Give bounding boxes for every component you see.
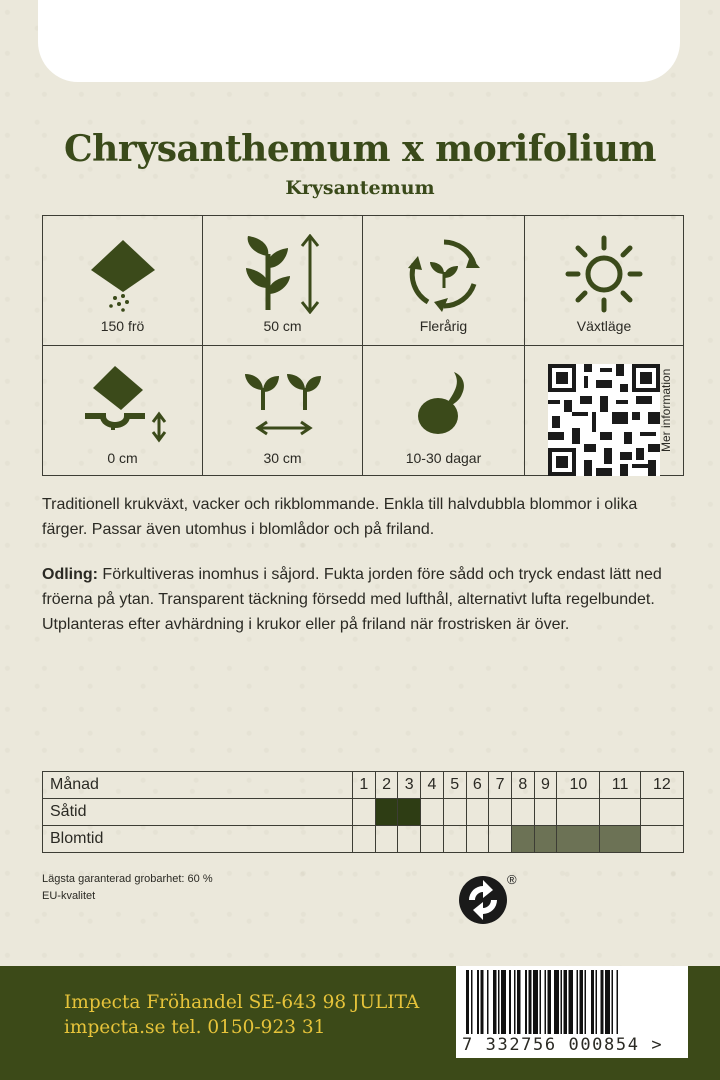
barcode-bar <box>466 970 469 1034</box>
month-cell <box>557 799 600 826</box>
plant-spacing-icon <box>233 364 333 444</box>
green-dot-icon <box>457 870 521 926</box>
location-label: Växtläge <box>576 318 632 334</box>
barcode-bars <box>466 970 678 1034</box>
height-cell <box>203 216 363 346</box>
month-cell <box>466 826 489 853</box>
barcode-bar <box>554 970 559 1034</box>
month-header: 10 <box>557 772 600 799</box>
month-header: 5 <box>443 772 466 799</box>
month-header: 4 <box>421 772 444 799</box>
barcode-bar <box>564 970 567 1034</box>
month-cell <box>511 799 534 826</box>
month-cell <box>489 826 512 853</box>
month-header: 1 <box>353 772 376 799</box>
month-cell <box>466 799 489 826</box>
barcode-bar <box>517 970 520 1034</box>
calendar-row <box>43 799 684 826</box>
barcode-bar <box>498 970 500 1034</box>
cultivation-body: Förkultiveras inomhus i såjord. Fukta jorden före sådd och tryck endast lätt ned fröerna på ytan. Transparent täckning försedd med lufthål, alternativt lufta regelbundet. Utplanteras efter avhärdning i krukor eller på friland när frostrisken är över. <box>42 566 662 633</box>
barcode-bar <box>533 970 538 1034</box>
month-cell <box>600 826 640 853</box>
cultivation-text <box>42 562 682 637</box>
barcode-bar <box>580 970 583 1034</box>
month-cell <box>353 799 376 826</box>
barcode-bar <box>616 970 618 1034</box>
barcode-bar <box>560 970 562 1034</box>
species-title: Chrysanthemum x morifolium <box>64 128 656 170</box>
sowing-depth-label: 0 cm <box>107 450 138 466</box>
month-header: 8 <box>511 772 534 799</box>
location-cell <box>525 216 683 346</box>
seed-count-cell <box>43 216 203 346</box>
month-header: 7 <box>489 772 512 799</box>
calendar-header-row <box>43 772 684 799</box>
spacing-cell <box>203 346 363 475</box>
info-icon-grid <box>42 215 684 476</box>
barcode-bar <box>576 970 578 1034</box>
barcode-bar <box>480 970 483 1034</box>
germination-cell <box>363 346 525 475</box>
seed-packet-icon <box>83 234 163 314</box>
barcode-digits: 7 332756 000854 > <box>462 1035 664 1055</box>
month-header: 11 <box>600 772 640 799</box>
barcode-bar <box>501 970 506 1034</box>
barcode-bar <box>548 970 551 1034</box>
month-header: 9 <box>534 772 557 799</box>
barcode-bar <box>477 970 479 1034</box>
hang-hole-cutout <box>38 0 680 82</box>
barcode-bar <box>612 970 614 1034</box>
month-cell <box>421 799 444 826</box>
more-info-label: Mer information <box>659 368 673 452</box>
month-cell <box>375 799 398 826</box>
month-cell <box>489 799 512 826</box>
quality-note: EU-kvalitet <box>42 890 96 902</box>
perennial-cycle-icon <box>404 234 484 314</box>
sun-icon <box>564 234 644 314</box>
seed-count-label: 150 frö <box>100 318 145 334</box>
month-cell <box>443 799 466 826</box>
qr-code-icon[interactable] <box>548 364 660 476</box>
month-header: 3 <box>398 772 421 799</box>
calendar-row-label: Såtid <box>43 799 353 826</box>
fine-print <box>42 871 213 905</box>
month-cell <box>353 826 376 853</box>
barcode-bar <box>487 970 489 1034</box>
month-cell <box>534 799 557 826</box>
footer-contact: impecta.se tel. 0150-923 31 <box>64 1017 326 1038</box>
calendar-row-label: Blomtid <box>43 826 353 853</box>
month-cell <box>375 826 398 853</box>
barcode-bar <box>540 970 542 1034</box>
month-header: 6 <box>466 772 489 799</box>
sowing-depth-cell <box>43 346 203 475</box>
sowing-depth-icon <box>73 364 173 444</box>
description-text: Traditionell krukväxt, vacker och rikblommande. Enkla till halvdubbla blommor i olika färger. Passar även utomhus i blomlådor och på friland. <box>42 496 638 538</box>
calendar-header-label: Månad <box>43 772 353 799</box>
barcode-bar <box>544 970 546 1034</box>
barcode-bar <box>509 970 511 1034</box>
month-cell <box>511 826 534 853</box>
height-label: 50 cm <box>263 318 302 334</box>
month-cell <box>600 799 640 826</box>
spacing-label: 30 cm <box>263 450 302 466</box>
barcode-bar <box>596 970 598 1034</box>
barcode-bar <box>568 970 573 1034</box>
lifecycle-label: Flerårig <box>419 318 468 334</box>
month-cell <box>443 826 466 853</box>
footer-address: Impecta Fröhandel SE-643 98 JULITA <box>64 992 420 1013</box>
month-header: 2 <box>375 772 398 799</box>
registered-mark: ® <box>507 872 517 887</box>
germination-icon <box>404 364 484 444</box>
barcode-bar <box>605 970 610 1034</box>
germination-label: 10-30 dagar <box>405 450 482 466</box>
month-cell <box>640 826 683 853</box>
month-cell <box>421 826 444 853</box>
barcode-bar <box>525 970 527 1034</box>
barcode-bar <box>600 970 603 1034</box>
plant-height-icon <box>238 234 328 314</box>
barcode-bar <box>584 970 586 1034</box>
sowing-calendar <box>42 771 684 853</box>
month-header: 12 <box>640 772 683 799</box>
calendar-row <box>43 826 684 853</box>
month-cell <box>534 826 557 853</box>
cultivation-heading: Odling: <box>42 566 98 583</box>
lifecycle-cell <box>363 216 525 346</box>
month-cell <box>557 826 600 853</box>
month-cell <box>398 799 421 826</box>
month-cell <box>398 826 421 853</box>
germination-guarantee: Lägsta garanterad grobarhet: 60 % <box>42 873 213 885</box>
qr-cell[interactable] <box>525 346 683 475</box>
barcode-bar <box>493 970 496 1034</box>
barcode-bar <box>514 970 516 1034</box>
recycle-mark <box>457 870 521 931</box>
month-cell <box>640 799 683 826</box>
common-name: Krysantemum <box>285 177 435 199</box>
barcode-bar <box>471 970 473 1034</box>
barcode-bar <box>591 970 594 1034</box>
barcode <box>456 966 688 1058</box>
barcode-bar <box>528 970 531 1034</box>
